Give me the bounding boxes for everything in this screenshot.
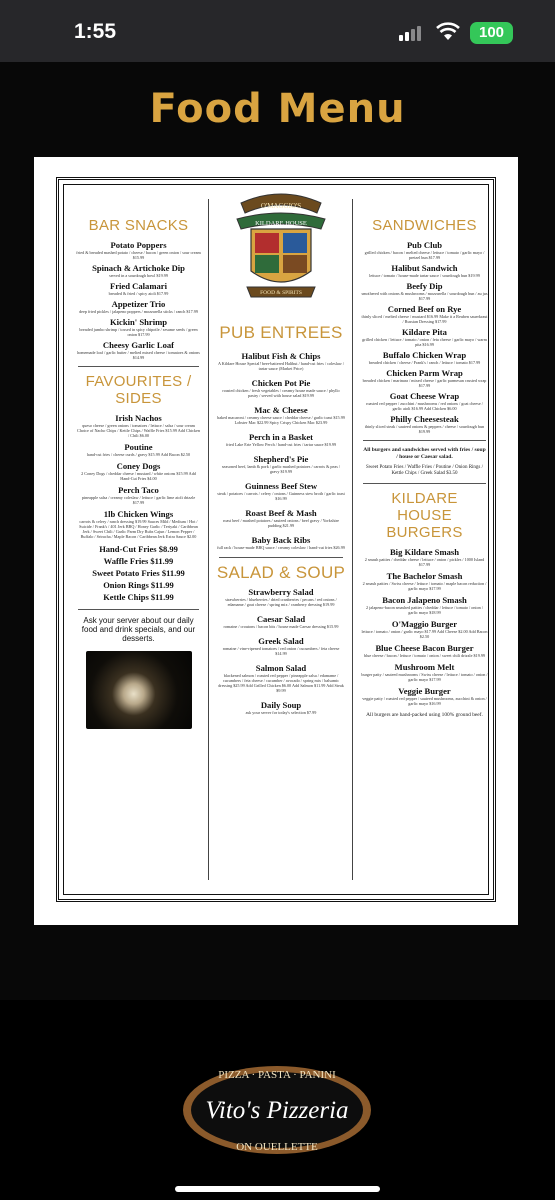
logo-mid-text: KILDARE HOUSE — [255, 220, 307, 227]
menu-item-description: pineapple salsa / creamy coleslaw / lettuce / garlic lime aioli drizzle $17.99 — [81, 495, 196, 505]
menu-item — [357, 391, 492, 411]
menu-item — [213, 351, 349, 371]
battery-indicator: 100 — [470, 22, 513, 44]
favourites-list — [72, 413, 205, 539]
vito-top-text: PIZZA · PASTA · PANINI — [218, 1069, 336, 1081]
menu-item — [357, 643, 492, 658]
menu-item — [357, 619, 492, 639]
menu-item-name: Baby Back Ribs — [251, 535, 311, 545]
menu-item-description: steak / potatoes / carrots / celery / onions / Guinness stew broth / garlic toast $16.99 — [217, 491, 345, 501]
menu-item — [213, 700, 349, 715]
menu-item — [213, 454, 349, 474]
menu-item — [213, 405, 349, 425]
menu-item-description: romaine / croutons / bacon bits / house made Caesar dressing $15.99 — [223, 624, 339, 629]
menu-item-description: lettuce / tomato / onion / garlic mayo $17.99 Add Cheese $2.00 Add Bacon $2.50 — [361, 629, 488, 639]
menu-item-description: breaded jumbo shrimp / tossed in spicy chipotle / sesame seeds / green onion $17.99 — [79, 327, 198, 337]
menu-item-description: fried & breaded mashed potato / cheese / bacon / green onion / sour cream $15.99 — [76, 250, 201, 260]
menu-item — [72, 240, 205, 260]
menu-item-name: Halibut Sandwich — [391, 263, 458, 273]
menu-item — [357, 263, 492, 278]
menu-item-description: roast beef / mashed potatoes / sauteed onions / beef gravy / Yorkshire pudding $21.99 — [223, 518, 339, 528]
menu-item-description: served in a sourdough bowl $19.99 — [109, 273, 168, 278]
menu-item-description: breaded chicken / marinara / mixed cheese / garlic parmesan crusted wrap $17.99 — [362, 378, 487, 388]
menu-item-name: Big Kildare Smash — [389, 547, 460, 557]
menu-item — [72, 509, 205, 539]
section-heading-salad-soup: SALAD & SOUP — [216, 563, 346, 582]
menu-item-description: deep fried pickles / jalapeno poppers / mozzarella sticks / ranch $17.99 — [79, 309, 198, 314]
menu-item — [72, 299, 205, 314]
menu-frame — [56, 177, 496, 902]
menu-item-name: Corned Beef on Rye — [387, 304, 462, 314]
menu-item — [72, 485, 205, 505]
menu-item-description: ask your server for today's selection $7.99 — [245, 710, 317, 715]
section-heading-sandwiches: SANDWICHES — [372, 217, 477, 234]
menu-item — [213, 481, 349, 501]
menu-item-name: Spinach & Artichoke Dip — [92, 263, 185, 273]
menu-item-name: Potato Poppers — [110, 240, 167, 250]
menu-item-description: baked macaroni / creamy cheese sauce / cheddar cheese / garlic toast $15.99 Lobster Mac $22.99 Spicy Crispy Chicken Mac $23.99 — [217, 415, 345, 425]
menu-item-description: fried Lake Erie Yellow Perch / hand-cut fries / tartar sauce $19.99 — [225, 442, 337, 447]
menu-item-description: breaded & fried / spicy aioli $17.99 — [108, 291, 169, 296]
menu-item-name: Kickin' Shrimp — [109, 317, 168, 327]
menu-item-name: Chicken Pot Pie — [251, 378, 311, 388]
vito-name-text: Vito's Pizzeria — [205, 1097, 349, 1124]
menu-item-description: 2 smash patties / cheddar cheese / lettuce / onion / pickles / 1000 Island $17.99 — [364, 557, 485, 567]
logo-top-text: O'MAGGIO'S — [260, 202, 302, 210]
menu-sheet — [34, 157, 518, 925]
menu-item — [357, 281, 492, 301]
menu-item-name: Veggie Burger — [398, 686, 451, 696]
menu-item-name: Chicken Parm Wrap — [386, 368, 463, 378]
section-heading-pub-entrees: PUB ENTREES — [219, 323, 343, 342]
menu-item — [357, 304, 492, 324]
menu-item-name: Strawberry Salad — [248, 587, 314, 597]
sides-list — [72, 543, 205, 603]
pub-entrees-list — [213, 351, 349, 550]
menu-item — [357, 414, 492, 434]
menu-item-description: blue cheese / bacon / lettuce / tomato / onion / sweet chili drizzle $19.99 — [363, 653, 486, 658]
menu-item — [357, 327, 492, 347]
menu-item-description: breaded chicken / cheese / Frank's / ranch / lettuce / tomato $17.99 — [368, 360, 481, 365]
menu-item — [72, 442, 205, 457]
bar-snacks-list — [72, 240, 205, 360]
menu-item-name: Guinness Beef Stew — [244, 481, 318, 491]
side-item: Hand-Cut Fries $8.99 — [99, 544, 178, 554]
menu-item-name: Cheesy Garlic Loaf — [102, 340, 175, 350]
menu-item-name: 1lb Chicken Wings — [103, 509, 174, 519]
substitution-note: Sweet Potato Fries / Waffle Fries / Poutine / Onion Rings / Kettle Chips / Greek Salad $3.50 — [365, 465, 484, 476]
menu-item-description: burger patty / sauteed mushrooms / Swiss cheese / lettuce / tomato / onion / garlic mayo $17.99 — [361, 672, 488, 682]
menu-item-name: Bacon Jalapeno Smash — [382, 595, 467, 605]
menu-item — [357, 595, 492, 615]
home-indicator[interactable] — [175, 1186, 380, 1192]
menu-item-name: Buffalo Chicken Wrap — [382, 350, 467, 360]
menu-item-name: Mushroom Melt — [394, 662, 455, 672]
kildare-house-logo — [233, 189, 329, 307]
menu-item-description: homemade loaf / garlic butter / melted mixed cheese / tomatoes & onions $14.99 — [77, 350, 200, 360]
status-bar — [0, 0, 555, 62]
menu-item — [72, 317, 205, 337]
menu-item — [72, 413, 205, 438]
divider — [363, 483, 486, 484]
side-item: Kettle Chips $11.99 — [103, 592, 174, 602]
menu-item-name: Poutine — [124, 442, 153, 452]
menu-item — [213, 587, 349, 607]
sandwich-note: All burgers and sandwiches served with fries / soup / house or Caesar salad. — [363, 447, 486, 460]
menu-item — [357, 350, 492, 365]
divider — [78, 366, 199, 367]
divider — [219, 557, 343, 558]
menu-item-name: Salmon Salad — [255, 663, 307, 673]
menu-item-name: Greek Salad — [258, 636, 304, 646]
menu-item — [357, 571, 492, 591]
side-item: Sweet Potato Fries $11.99 — [92, 568, 185, 578]
menu-item — [357, 547, 492, 567]
menu-item-description: 2 smash patties / Swiss cheese / lettuce / tomato / maple bacon reduction / garlic mayo $17.99 — [362, 581, 487, 591]
menu-item-description: thinly sliced / melted cheese / mustard $16.99 Make it a Reuben sauerkraut / Russian Dressing $17.99 — [361, 314, 488, 324]
burgers-list — [357, 547, 492, 706]
sandwiches-list — [357, 240, 492, 434]
menu-item-description: queso cheese / green onions / tomatoes / lettuce / salsa / sour cream Choice of Nacho Chips / Kettle Chips / Waffle Fries $15.99 Add Chicken / Chili $6.00 — [77, 423, 200, 438]
menu-item-description: thinly sliced steak / sauteed onions & peppers / cheese / sourdough bun $19.99 — [364, 424, 485, 434]
beer-photo — [86, 651, 192, 729]
left-column — [72, 185, 205, 894]
clock: 1:55 — [74, 20, 117, 43]
menu-item-name: Daily Soup — [260, 700, 302, 710]
logo-bottom-text: FOOD & SPIRITS — [260, 290, 302, 296]
menu-item-description: A Kildare House Special! beer-battered Halibut / hand-cut fries / coleslaw / tartar sauce (Market Price) — [217, 361, 345, 371]
menu-item-description: smothered with onions & mushrooms / mozzarella / sourdough bun / au jus $17.99 — [361, 291, 488, 301]
menu-item — [213, 508, 349, 528]
menu-item-description: veggie patty / roasted red pepper / sauteed mushrooms, zucchini & onion / garlic mayo $16.99 — [362, 696, 487, 706]
menu-item — [213, 663, 349, 693]
menu-item-description: hand-cut fries / cheese curds / gravy $15.99 Add Bacon $2.50 — [86, 452, 191, 457]
signal-icon — [399, 26, 421, 41]
divider — [78, 609, 199, 610]
menu-item-description: 2 Coney Dogs / cheddar cheese / mustard / white onions $15.99 Add Hand-Cut Fries $4.00 — [81, 471, 196, 481]
menu-item-description: full rack / house-made BBQ sauce / creamy coleslaw / hand-cut fries $26.99 — [217, 545, 345, 550]
burger-note: All burgers are hand-packed using 100% ground beef. — [366, 712, 483, 718]
menu-item-name: Fried Calamari — [109, 281, 168, 291]
section-heading-burgers: KILDARE HOUSE BURGERS — [386, 490, 463, 541]
menu-item-description: seasoned beef, lamb & pork / garlic mashed potatoes / carrots & peas / gravy $19.99 — [221, 464, 341, 474]
menu-item-description: grilled chicken / lettuce / tomato / onion / feta cheese / garlic mayo / warm pita $16.99 — [362, 337, 487, 347]
right-column — [357, 185, 492, 894]
menu-item — [357, 368, 492, 388]
menu-item-name: Perch in a Basket — [248, 432, 314, 442]
menu-item — [357, 240, 492, 260]
menu-item-name: The Bachelor Smash — [386, 571, 463, 581]
divider — [363, 440, 486, 441]
menu-item-name: Coney Dogs — [116, 461, 161, 471]
vito-bottom-text: ON OUELLETTE — [236, 1141, 318, 1153]
menu-item — [213, 535, 349, 550]
menu-item-description: strawberries / blueberries / dried cranberries / pecans / red onions / edamame / goat cheese / spring mix / cranberry dressing $19.99 — [225, 597, 337, 607]
menu-item-name: Philly Cheesesteak — [390, 414, 459, 424]
menu-item-name: Beefy Dip — [406, 281, 443, 291]
menu-item — [357, 686, 492, 706]
menu-item-name: Mac & Cheese — [254, 405, 308, 415]
menu-item — [357, 662, 492, 682]
menu-item-name: Irish Nachos — [115, 413, 162, 423]
menu-item-description: roasted red pepper / zucchini / mushrooms / red onions / goat cheese / garlic aioli $16.99 Add Chicken $6.00 — [366, 401, 483, 411]
menu-item-description: roasted chicken / fresh vegetables / creamy house made sauce / phyllo pastry / served with house salad $19.99 — [222, 388, 340, 398]
menu-item — [213, 636, 349, 656]
menu-item-description: romaine / vine-ripened tomatoes / red onion / cucumbers / feta cheese $14.99 — [222, 646, 340, 656]
page-title: Food Menu — [149, 86, 406, 132]
menu-item — [213, 614, 349, 629]
menu-item-name: Pub Club — [406, 240, 443, 250]
specials-note: Ask your server about our daily food and drink specials, and our desserts. — [81, 616, 196, 643]
menu-item-name: Halibut Fish & Chips — [241, 351, 321, 361]
section-heading-favourites: FAVOURITES / SIDES — [85, 373, 192, 407]
menu-item — [213, 432, 349, 447]
menu-item — [72, 281, 205, 296]
menu-item — [72, 263, 205, 278]
menu-item — [213, 378, 349, 398]
menu-item — [72, 340, 205, 360]
center-column — [213, 185, 349, 894]
side-item: Onion Rings $11.99 — [103, 580, 174, 590]
menu-item-name: Caesar Salad — [256, 614, 306, 624]
menu-item-name: Perch Taco — [118, 485, 159, 495]
wifi-icon — [436, 22, 460, 42]
menu-item — [72, 461, 205, 481]
menu-item-name: Appetizer Trio — [111, 299, 166, 309]
side-item: Waffle Fries $11.99 — [103, 556, 174, 566]
menu-item-description: blackened salmon / roasted red pepper / pineapple salsa / edamame / cucumbers / feta cheese / cucumber / avocado / spring mix / balsamic dressing $25.99 Add Grilled Chicken $6.00 Add Salmon $11.99 Add Steak $9.99 — [218, 673, 344, 693]
menu-item-description: 2 jalapeno-bacon smashed patties / cheddar / lettuce / tomato / onion / garlic mayo $18.99 — [366, 605, 483, 615]
menu-item-description: carrots & celery / ranch dressing $19.99 Sauces Mild / Medium / Hot / Suicide / Frank's / 401 Jerk BBQ / Honey Garlic / Teriyaki / Caribbean Jerk / Sweet Chili / Garlic Parm Dry Rubs Cajun / Lemon Pepper / Buffalo / Sriracha / Maple Bacon / Caribbean Jerk Extra Sauce $2.00 — [79, 519, 198, 539]
menu-item-description: grilled chicken / bacon / melted cheese / lettuce / tomato / garlic mayo / pretzel bun $17.99 — [364, 250, 485, 260]
menu-item-description: lettuce / tomato / house-made tartar sauce / sourdough bun $19.99 — [369, 273, 480, 278]
menu-item-name: O'Maggio Burger — [391, 619, 458, 629]
vitos-pizzeria-logo — [181, 1064, 373, 1156]
menu-item-name: Blue Cheese Bacon Burger — [375, 643, 474, 653]
section-heading-bar-snacks: BAR SNACKS — [88, 217, 189, 234]
column-divider — [352, 199, 353, 880]
column-divider — [208, 199, 209, 880]
menu-item-name: Roast Beef & Mash — [245, 508, 317, 518]
menu-item-name: Goat Cheese Wrap — [389, 391, 460, 401]
menu-item-name: Kildare Pita — [402, 327, 447, 337]
menu-item-name: Shepherd's Pie — [253, 454, 309, 464]
salad-soup-list — [213, 587, 349, 715]
